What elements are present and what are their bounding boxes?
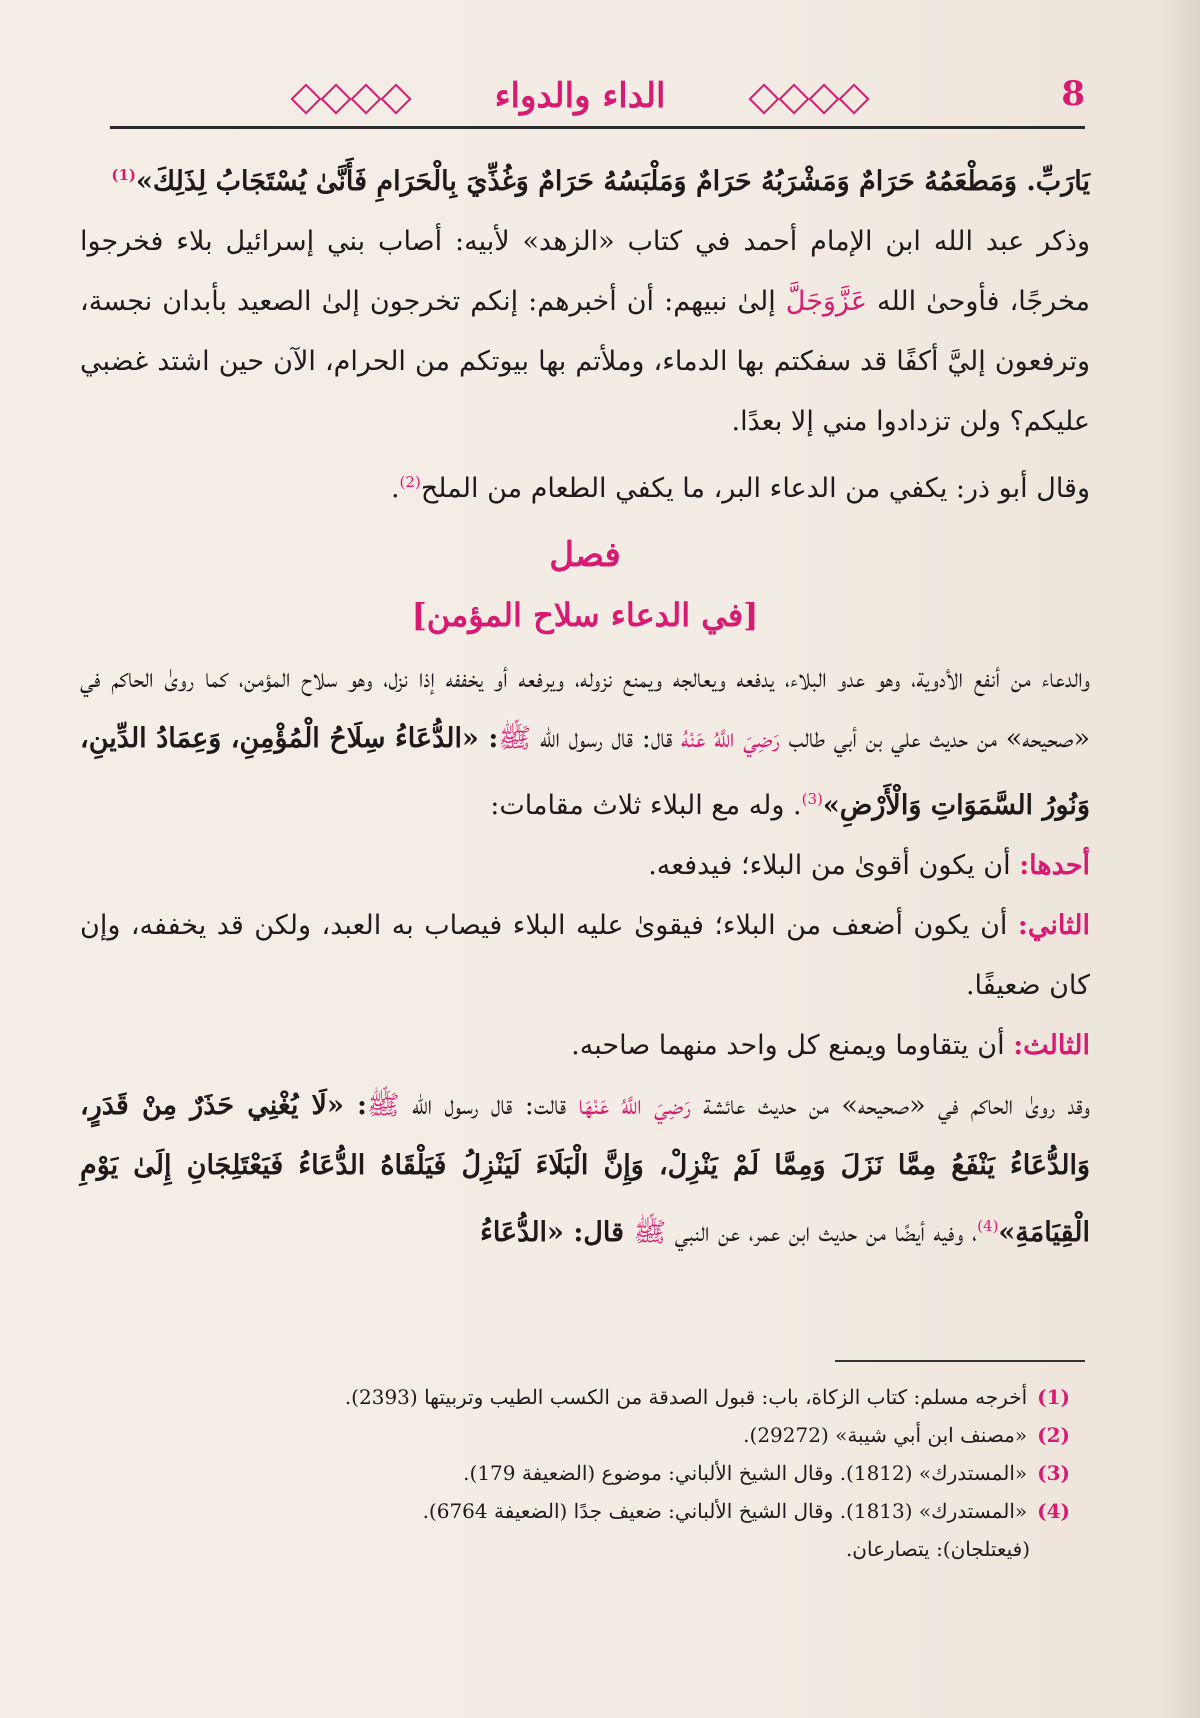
honorific-salla-2: ﷺ <box>366 1090 400 1121</box>
header-title: الداء والدواء <box>494 76 666 116</box>
footnote-ref-1[interactable]: (1) <box>111 166 136 184</box>
header-ornament-right <box>750 88 868 110</box>
footnotes <box>90 1378 1070 1568</box>
main-text <box>80 145 1090 1263</box>
label-third: الثالث: <box>1013 1030 1090 1061</box>
honorific-radi: رَضِيَ اللَّهُ عَنْهُ <box>681 723 780 754</box>
footnote-2: (2)«مصنف ابن أبي شيبة» (29272). <box>743 1423 1070 1447</box>
page-fold-shadow <box>1160 0 1200 1718</box>
honorific-azza: عَزَّوَجَلَّ <box>785 286 867 317</box>
footnote-ref-3[interactable]: (3) <box>801 790 823 808</box>
running-header <box>110 72 1085 132</box>
footnote-4: (4)«المستدرك» (1813). وقال الشيخ الألباني: ضعيف جدًا (الضعيفة 6764). <box>422 1499 1070 1523</box>
label-second: الثاني: <box>1017 910 1090 941</box>
honorific-salla-3: ﷺ <box>633 1217 667 1248</box>
page-number: 8 <box>1061 74 1085 114</box>
paragraph-hadith-end: يَارَبِّ. وَمَطْعَمُهُ حَرَامٌ وَمَشْرَبُهُ حَرَامٌ وَمَلْبَسُهُ حَرَامٌ وَغُذِّيَ بِالْحَرَامِ فَأَنَّىٰ يُسْتَجَابُ لِذَلِكَ»$^{(1)}$ <box>111 166 1090 197</box>
honorific-radi-anha: رَضِيَ اللَّهُ عَنْهَا <box>578 1090 691 1121</box>
footnote-separator <box>835 1360 1085 1362</box>
section-subtitle: [في الدعاء سلاح المؤمن] <box>411 596 759 634</box>
footnote-ref-4[interactable]: (4) <box>977 1217 999 1235</box>
footnote-ref-2[interactable]: (2) <box>399 473 421 491</box>
honorific-salla: ﷺ <box>498 723 532 754</box>
station-first: أحدها: أن يكون أقوىٰ من البلاء؛ فيدفعه. <box>648 850 1090 881</box>
paragraph-abu-dharr: وقال أبو ذر: يكفي من الدعاء البر، ما يكفي الطعام من الملح$^{(2)}$. <box>390 473 1090 504</box>
footnote-1: (1)أخرجه مسلم: كتاب الزكاة، باب: قبول الصدقة من الكسب الطيب وتربيتها (2393). <box>344 1385 1070 1409</box>
header-ornament-left <box>292 88 410 110</box>
station-third: الثالث: أن يتقاوما ويمنع كل واحد منهما صاحبه. <box>571 1030 1090 1061</box>
station-second: الثاني: أن يكون أضعف من البلاء؛ فيقوىٰ عليه البلاء فيصاب به العبد، ولكن قد يخففه، وإن كان ضعيفًا. <box>80 910 1090 1001</box>
paragraph-zuhd: وذكر عبد الله ابن الإمام أحمد في كتاب «الزهد» لأبيه: أصاب بني إسرائيل بلاء فخرجوا مخرجًا، فأوحىٰ الله عَزَّوَجَلَّ إلىٰ نبيهم: أن أخبرهم: إنكم تخرجون إلىٰ الصعيد بأبدان نجسة، وترفعون إليَّ أكفًا قد سفكتم بها الدماء، وملأتم بها بيوتكم من الحرام، الآن حين اشتد غضبي عليكم؟ ولن تزدادوا مني إلا بعدًا. <box>80 226 1090 437</box>
section-title: فصل <box>549 535 621 575</box>
header-rule <box>110 126 1085 129</box>
footnote-3: (3)«المستدرك» (1812). وقال الشيخ الألباني: موضوع (الضعيفة 179). <box>463 1461 1070 1485</box>
paragraph-aisha: وقد روىٰ الحاكم في «صحيحه» من حديث عائشة رَضِيَ اللَّهُ عَنْهَا قالت: قال رسول الله ﷺ: «لَا يُغْنِي حَذَرٌ مِنْ قَدَرٍ، وَالدُّعَاءُ يَنْفَعُ مِمَّا نَزَلَ وَمِمَّا لَمْ يَنْزِلْ، وَإِنَّ الْبَلَاءَ لَيَنْزِلُ فَيَلْقَاهُ الدُّعَاءُ فَيَعْتَلِجَانِ إِلَىٰ يَوْمِ الْقِيَامَةِ»$^{(4)}$، وفيه أيضًا من حديث ابن عمر، عن النبي ﷺ قال: «الدُّعَاءُ <box>80 1090 1090 1248</box>
footnote-gloss: (فيعتلجان): يتصارعان. <box>845 1537 1030 1561</box>
label-first: أحدها: <box>1019 850 1090 881</box>
paragraph-dua-weapon: والدعاء من أنفع الأدوية، وهو عدو البلاء، يدفعه ويعالجه ويمنع نزوله، ويرفعه أو يخففه إذا نزل، وهو سلاح المؤمن، كما روىٰ الحاكم في «صحيحه» من حديث علي بن أبي طالب رَضِيَ اللَّهُ عَنْهُ قال: قال رسول الله ﷺ: «الدُّعَاءُ سِلَاحُ الْمُؤْمِنِ، وَعِمَادُ الدِّينِ، وَنُورُ السَّمَوَاتِ وَالْأَرْضِ»$^{(3)}$. وله مع البلاء ثلاث مقامات: <box>80 663 1090 821</box>
